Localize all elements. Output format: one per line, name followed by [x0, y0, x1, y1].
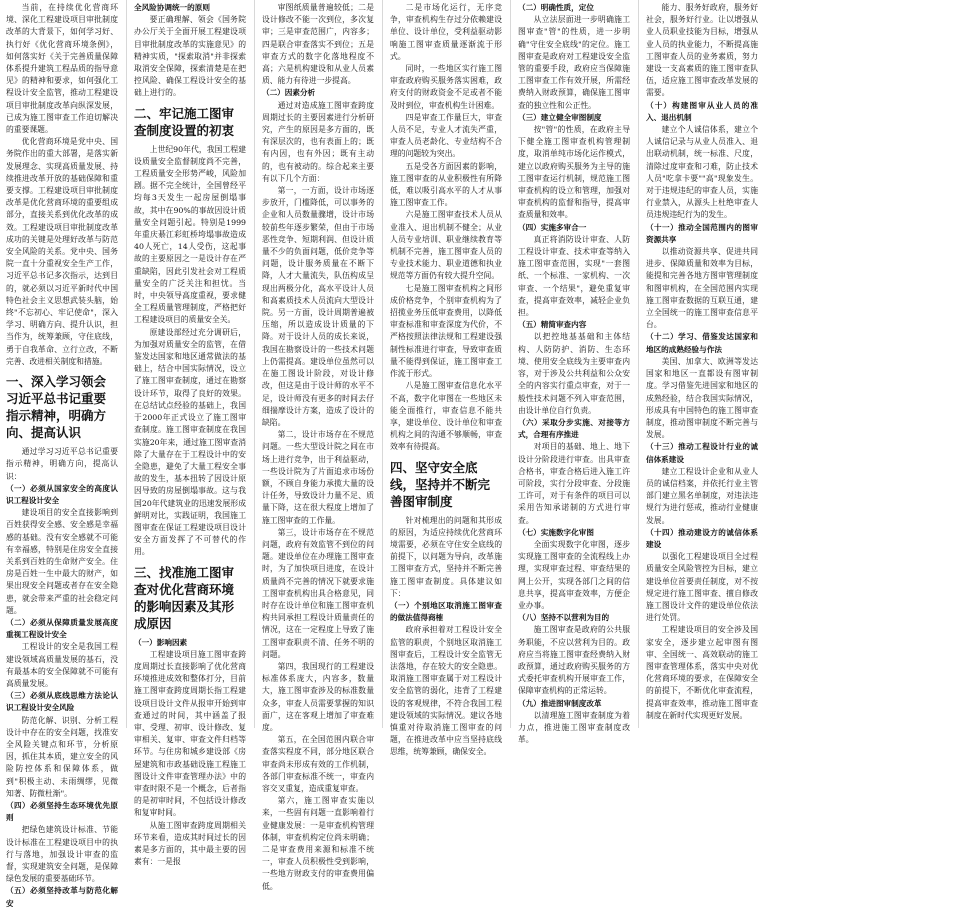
body-paragraph: 防范化解、识别、分析工程设计中存在的安全问题，找准安全风险关键点和环节，分析原因，抓住其本质，建立安全的风险防控体系和保障体系，做到"积极主动、未雨绸缪，见微知著、防微杜渐"。 [6, 715, 118, 798]
body-paragraph: 工程建设项目的安全涉及国家安全，逐步建立起审图有图审、全国统一、高效联动的施工图审查管理体系，落实中央对优化营商环境的要求，在保障安全的前提下，不断优化审查流程，提高审查效率，推动施工图审查制度在新时代实现更好发展。 [646, 625, 758, 720]
subsection-heading: （五）精简审查内容 [518, 320, 587, 330]
body-paragraph: 第四，我国现行的工程建设标准体系庞大，内容多，数量大，施工图审查涉及的标准数量众多，审查人员需要掌握的知识面广，这在客观上增加了审查难度。 [262, 661, 374, 732]
body-paragraph: 针对梳理出的问题和其形成的原因，为适应持续优化营商环境需要，必须在守住安全底线的前提下，以问题为导向，改革施工图审查方式，坚持并不断完善施工图审查制度。具体建议如下： [390, 515, 502, 598]
body-paragraph: 通过学习习近平总书记重要指示精神，明确方向，提高认识： [6, 447, 118, 481]
body-paragraph: 以强化工程建设项目全过程质量安全风险管控为目标，建立建设单位首要责任制度，对不按规定进行施工图审查、擅自修改施工图设计文件的建设单位依法进行处罚。 [646, 552, 758, 623]
text-column-1 [6, 2, 118, 910]
newspaper-page [6, 0, 966, 908]
body-paragraph: 建设项目的安全直接影响到百姓获得安全感、安全感是幸福感的基础。没有安全感就不可能有幸福感，特别是住房安全直接关系到百姓的生命财产安全。住房是百姓一生中最大的财产，如果出现安全问题或者存在安全隐患，就会带来严重的社会稳定问题。 [6, 508, 118, 615]
body-paragraph: 四是审查工作量巨大，审查人员不足，专业人才流失严重，审查人员老龄化、专业结构不合理的问题较为突出。 [390, 112, 502, 159]
body-paragraph: 以推动资源共享、促进共同进步、保障质量和效率为目标，能提和完善各地方图审管理制度和图审机构，在全国范围内实现施工图审查数据的互联互通，建立全国统一的施工图审查信息平台。 [646, 247, 758, 330]
body-paragraph: 对项目的基础、地上、地下设计分阶段进行审查。出具审查合格书，审查合格后进入施工许可阶段，实行分段审查、分段施工许可，对于有条件的项目可以采用告知承诺制的方式进行审查。 [518, 442, 630, 525]
text-column-4 [390, 2, 502, 759]
body-paragraph: 五是受各方面因素的影响，施工图审查的从业积极性有所降低，难以吸引高水平的人才从事施工图审查工作。 [390, 161, 502, 208]
body-paragraph: 以把控地基基础和主体结构、人防防护、消防、生态环境、使用安全底线为主要审查内容，对于涉及公共利益和公众安全的内容实行重点审查，对于一般性技术问题不列入审查范围，由设计单位自行负责。 [518, 332, 630, 415]
column-divider [638, 0, 639, 728]
body-paragraph: 施工图审查是政府的公共服务职能，不应以营利为目的。政府应当将施工图审查经费纳入财政预算，通过政府购买服务的方式委托审查机构开展审查工作，保障审查机构的正常运转。 [518, 625, 630, 696]
body-paragraph: 以清理施工图审查制度为着力点，推进施工图审查制度改革。 [518, 710, 630, 745]
subsection-heading: （一）必须从国家安全的高度认识工程设计安全 [6, 483, 118, 505]
subsection-heading: （六）采取分步实施、对接等方式，合理有序推进 [518, 417, 630, 440]
section-heading: 二、牢记施工图审查制度设置的初衷 [134, 105, 235, 138]
body-paragraph: 从施工图审查跨度周期相关环节来看，造成其时间过长的因素是多方面的，其中最主要的因素有：一是报 [134, 820, 246, 867]
subsection-heading: （三）建立健全审图制度 [518, 112, 602, 122]
body-paragraph: 通过对造成施工图审查跨度周期过长的主要因素进行分析研究，产生的原因是多方面的，既有深层次的，也有表面上的；既有内因，也有外因；既有主动的，也有被动的。综合起来主要有以下几个方面： [262, 100, 374, 183]
subsection-heading: 全风险协调统一的原则 [134, 3, 210, 12]
body-paragraph: 第六，施工图审查实施以来，一些固有问题一直影响着行业健康发展：一是审查机构管理体制，审查机构定位尚未明确；二是审查费用来源和标准不统一，审查人员积极性受到影响，一些地方财政支付的审查费用偏低。 [262, 796, 374, 891]
body-paragraph: 优化营商环境是党中央、国务院作出的重大部署，是落实新发展理念、实现高质量发展、持续推进改革开放的基础保障和重要支撑。工程建设项目审批制度改革是优化营商环境的重要组成部分，直接关系到优化改革的成效。工程建设项目审批制度改革成功的关键是处理好改革与防范安全风险的关系。党中央、国务院一直十分重视安全生产工作，习近平总书记多次指示，达到目的，就必须以习近平新时代中国特色社会主义思想武装头脑，始终"不忘初心、牢记使命"，深入学习、明确方向、提升认识，担当作为，统筹兼顾，守住底线，勇于自我革命、立行立改，不断完善、改进相关制度和措施。 [6, 137, 118, 366]
body-paragraph: 第五，在全国范围内联合审查落实程度不同，部分地区联合审查尚未形成有效的工作机制，各部门审查标准不统一，审查内容交叉重复，造成重复审查。 [262, 735, 374, 793]
text-column-6 [646, 2, 758, 722]
subsection-heading: （四）必须坚持生态环境优先原则 [6, 800, 118, 823]
body-paragraph: 二是市场化运行，无序竞争，审查机构生存过分依赖建设单位、设计单位，受利益驱动影响施工图审查质量逐渐流于形式。 [390, 3, 502, 61]
body-paragraph: 第一，一方面，设计市场逐步放开，门槛降低，可以事务的企业和人员数量骤增，设计市场较前些年逐步繁荣，但由于市场恶性竞争、短期利润、但设计质量不少的负面问题，低价竞争等问题，设计服务质量在不断下降，人才大量流失，队伍构成呈现出两极分化，高水平设计人员和高素质技术人员流向大型设计院。另一方面，设计周期普遍被压缩，所以造成设计质量的下降。对于设计人员的成长来说，我国在勘察设计的一些技术问题上仍需提高。建设单位虽然可以在施工图设计阶段，对设计修改，但这是由于设计师的水平不足，设计师没有更多的时间去仔细揣摩设计方案，造成了设计的缺陷。 [262, 186, 374, 427]
subsection-heading: （九）推进图审制度改革 [518, 698, 602, 708]
subsection-heading: （十二）学习、借鉴发达国家和地区的成熟经验与作法 [646, 332, 758, 354]
subsection-heading: （十一）推动全国范围内的图审资源共享 [646, 222, 758, 244]
body-paragraph: 七是施工图审查机构之间形成价格竞争，个别审查机构为了招揽业务压低审查费用，以降低审查标准和审查深度为代价，不严格按照法律法规和工程建设强制性标准进行审查，导致审查质量不能得到保证，施工图审查工作流于形式。 [390, 283, 502, 379]
body-paragraph: 六是施工图审查技术人员从业准入、退出机制不健全；从业人员专业培训、职业继续教育等机制不完善，施工图审查人员的专业技术能力、职业道德和执业规范等方面仍有较大提升空间。 [390, 210, 502, 281]
body-paragraph: 按"管"的性质，在政府主导下健全施工图审查机构管理制度，取消单纯市场化运作模式，建立以政府购买服务为主导的施工图审查运行机制，规范施工图审查机构的设立和管理，加强对审查机构的监督和指导，提高审查质量和效率。 [518, 125, 630, 220]
text-column-2 [134, 2, 246, 868]
subsection-heading: （十三）推动工程设计行业的诚信体系建设 [646, 442, 758, 464]
body-paragraph: 建立工程设计企业和从业人员的诚信档案，并依托行业主管部门建立黑名单制度，对违法违规行为进行惩戒，推动行业健康发展。 [646, 466, 758, 525]
subsection-heading: （十四）推动建设方的诚信体系建设 [646, 527, 758, 549]
subsection-heading: （二）明确性质，定位 [518, 3, 594, 12]
body-paragraph: 工程建设项目施工图审查跨度周期过长直接影响了优化营商环境推进成效和整体打分，目前施工图审查跨度周期长指工程建设项目设计文件从报审开始到审查通过的时间，其中涵盖了报审、受理、初审、设计修改、复审相关、复审、审查文件归档等环节。与住房和城乡建设部《房屋建筑和市政基础设施工程施工图设计文件审查管理办法》中的审查时限不是一个概念，后者指的是初审时间，不包括设计修改和复审时间。 [134, 649, 246, 818]
body-paragraph: 第二，设计市场存在不规范问题。一些大型设计院之间在市场上进行竞争，出于利益驱动，一些设计院为了片面追求市场份额，不顾自身能力承揽大量的设计任务，导致设计力量不足、质量下降，这在很大程度上增加了施工图审查的工作量。 [262, 430, 374, 525]
body-paragraph: 要正确理解、领会《国务院办公厅关于全面开展工程建设项目审批制度改革的实施意见》的精神实质，"探索取消"并非探索取消安全保障，探索清楚是在把控风险、确保工程设计安全的基础上进行的。 [134, 15, 246, 98]
text-column-5 [518, 2, 630, 746]
subsection-heading: （八）坚持不以营利为目的 [518, 613, 610, 623]
section-heading: 四、坚守安全底线，坚持并不断完善图审制度 [390, 459, 491, 509]
subsection-heading: （二）因素分析 [262, 88, 316, 98]
body-paragraph: 建立个人诚信体系，建立个人诚信记录与从业人员准入、退出联动机制，统一标准、尺度，清除过度审查和刁难，防止技术人员"吃拿卡要""高"现象发生。对于违规违纪的审查人员，实施行业禁入，从源头上杜绝审查人员违规违纪行为的发生。 [646, 125, 758, 220]
body-paragraph: 美国、加拿大、欧洲等发达国家和地区一直都设有图审制度。学习借鉴先进国家和地区的成熟经验，结合我国实际情况，形成具有中国特色的施工图审查制度，推动图审制度不断完善与发展。 [646, 356, 758, 440]
body-paragraph: 全面实现数字化审图，逐步实现施工图审查的全流程线上办理，实现审查过程、审查结果的网上公开，实现各部门之间的信息共享，提高审查效率，方便企业办事。 [518, 539, 630, 610]
body-paragraph: 真正将消防设计审查、人防工程设计审查、技术审查等纳入施工图审查范围，实现"一套图纸、一个标准、一家机构、一次审查、一个结果"，避免重复审查，提高审查效率，减轻企业负担。 [518, 234, 630, 318]
body-paragraph: 上世纪90年代，我国工程建设质量安全监督制度尚不完善，工程质量安全形势严峻，风险加剧。据不完全统计，全国曾经平均每3天发生一起房屋倒塌事故，其中在90%的事故因设计质量安全问题引起。特别是1999年重庆綦江彩虹桥垮塌事故造成40人死亡，14人受伤，这起事故的主要原因之一是设计存在严重缺陷，因此引发社会对工程质量安全的广泛关注和担忧。当时，中央领导高度重视，要求健全工程质量管理制度，严格把好工程建设项目的质量安全关。 [134, 144, 246, 325]
body-paragraph: 能力、服务好政府，服务好社会，服务好行业。让以增强从业人员职业技能为目标，增强从业人员的执业能力，不断提高施工图审查人员的业务素质，努力建设一支高素质的施工图审查队伍，适应施工图审查改革发展的需要。 [646, 3, 758, 98]
column-divider [126, 0, 127, 728]
body-paragraph: 同时，一些地区实行施工图审查政府购买服务落实困难，政府支付的财政资金不足或者不能及时到位，审查机构生计困难。 [390, 64, 502, 110]
body-paragraph: 原建设部经过充分调研后，为加强对质量安全的监管，在借鉴发达国家和地区通常做法的基础上，结合中国实际情况，设立了施工图审查制度，通过在勘察设计环节，取得了良好的效果。在总结试点经验的基础上，我国于2000年正式设立了施工图审查制度。施工图审查制度在我国实施20年来，通过施工图审查消除了大量存在于工程设计中的安全隐患，避免了大量工程安全事故的发生，基本扭转了因设计原因导致的房屋倒塌事故。这与我国20年代建筑业的迅速发展形成鲜明对比，实践证明，我国施工图审查在保证工程建设项目设计安全方面发挥了不可替代的作用。 [134, 327, 246, 557]
body-paragraph: 政府承担着对工程设计安全监管的职责，个别地区取消施工图审查后，工程设计安全监管无法落地，存在较大的安全隐患。取消施工图审查属于对工程设计安全监管的弱化，违背了工程建设的客观规律，不符合我国工程建设领域的实际情况。建议各地慎重对待取消施工图审查的问题，在推进改革中应当坚持底线思维，统筹兼顾，确保安全。 [390, 625, 502, 757]
body-paragraph: 当前，在持续优化营商环境、深化工程建设项目审批制度改革的大背景下，如何学习好、执行好《优化营商环境条例》，如何落实好《关于完善质量保障体系提升建筑工程品质的指导意见》的精神和要求，如何强化工程设计安全监管，推动工程建设项目审批制度改革向纵深发展，已成为施工图审查工作迫切解决的重要课题。 [6, 3, 118, 135]
subsection-heading: （五）必须坚持改革与防范化解安 [6, 886, 118, 908]
column-divider [510, 0, 511, 728]
subsection-heading: （七）实施数字化审图 [518, 527, 594, 537]
column-divider [254, 0, 255, 728]
body-paragraph: 把绿色建筑设计标准、节能设计标准在工程建设项目中的执行与落地，加强设计审查的监督，实现建筑安全问题，是保障绿色发展的重要基础环节。 [6, 825, 118, 884]
body-paragraph: 从立法层面进一步明确施工图审查"管"的性质，进一步明确"守住安全底线"的定位。施工图审查是政府对工程建设安全监管的重要手段，政府应当保障施工图审查工作有效开展，所需经费纳入财政预算，确保施工图审查的独立性和公正性。 [518, 15, 630, 110]
subsection-heading: （一）影响因素 [134, 637, 188, 647]
section-heading: 一、深入学习领会习近平总书记重要指示精神，明确方向、提高认识 [6, 374, 107, 441]
body-paragraph: 工程设计的安全是我国工程建设领域高质量发展的基石，没有最基本的安全保障就不可能有高质量发展。 [6, 642, 118, 688]
subsection-heading: （三）必须从底线思维方法论认识工程设计安全风险 [6, 691, 118, 713]
subsection-heading: （二）必须从保障质量发展高度重视工程设计安全 [6, 617, 118, 640]
body-paragraph: 审图纸质量普遍较低；二是设计修改不能一次到位，多次复审；三是审查范围广，内容多；四是联合审查落实不到位；五是审查方式的数字化落地程度不高；六是机构建设和从业人员素质、能力有待进一步提高。 [262, 3, 374, 86]
subsection-heading: （十）构建图审从业人员的准入、退出机制 [646, 100, 758, 122]
body-paragraph: 第三，设计市场存在不规范问题，政府有效监管不到位的问题。建设单位在办理施工图审查时，为了加快项目进度，在设计质量尚不完善的情况下就要求施工图审查机构出具合格意见，同时存在设计单位和施工图审查机构共同承担工程设计质量责任的情况，这在一定程度上导致了施工图审查职责不清、任务不明的问题。 [262, 527, 374, 659]
column-divider [382, 0, 383, 728]
section-heading: 三、找准施工图审查对优化营商环境的影响因素及其形成原因 [134, 564, 235, 631]
body-paragraph: 八是施工图审查信息化水平不高，数字化审图在一些地区未能全面推行，审查信息不能共享，建设单位、设计单位和审查机构之间的沟通不够顺畅，审查效率有待提高。 [390, 381, 502, 452]
subsection-heading: （四）实施多审合一 [518, 222, 587, 232]
text-column-3 [262, 2, 374, 893]
subsection-heading: （一）个别地区取消施工图审查的做法值得商榷 [390, 600, 502, 623]
